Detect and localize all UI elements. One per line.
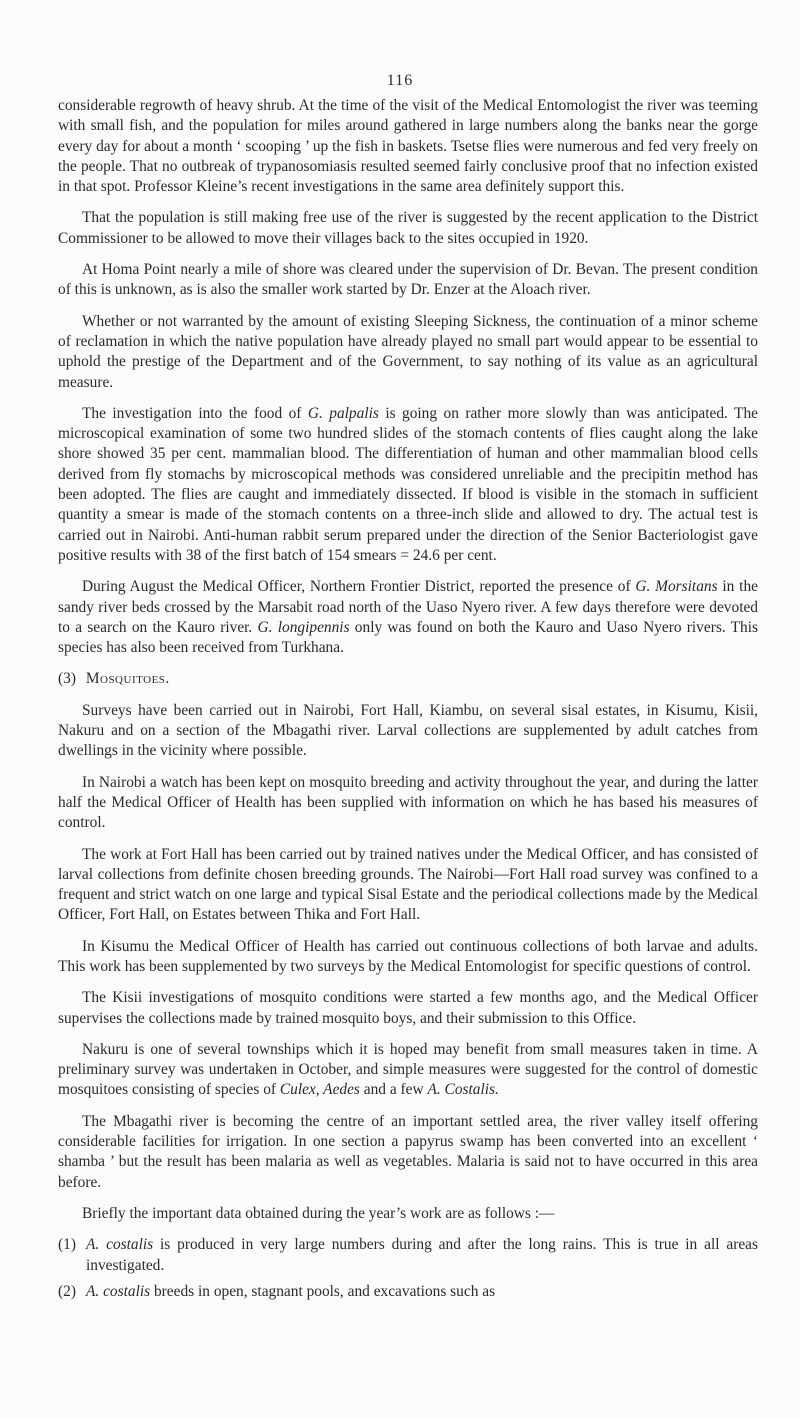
page-body bbox=[58, 96, 758, 1308]
section-title: Mosquitoes. bbox=[85, 670, 170, 688]
paragraph: In Nairobi a watch has been kept on mosquito breeding and activity throughout the year, and during the latter half the Medical Officer of Health has been supplied with information on which he has based his measures of control. bbox=[58, 773, 758, 832]
list-item bbox=[58, 1282, 758, 1302]
list-item bbox=[58, 1235, 758, 1276]
text-run: The investigation into the food of bbox=[82, 404, 308, 422]
paragraph-food-investigation bbox=[58, 404, 758, 566]
text-run: is going on rather more slowly than was anticipated. The microscopical examination of some two hundred slides of the stomach contents of flies caught along the lake shore showed 35 per cent. mammalian blood. The differentiation of human and other mammalian blood cells derived from fly stomachs by microscopical methods was considered unreliable and the precipitin method has been adopted. The flies are caught and immediately dissected. If blood is visible in the stomach in sufficient quantity a smear is made of the stomach contents on a three-inch slide and allowed to dry. The actual test is carried out in Nairobi. Anti-human rabbit serum prepared under the direction of the Senior Bacteriologist gave positive results with 38 of the first batch of 154 smears = 24.6 per cent. bbox=[58, 404, 758, 564]
species-name: G. longipennis bbox=[257, 618, 350, 636]
paragraph-summary-intro: Briefly the important data obtained during the year’s work are as follows :— bbox=[82, 1204, 555, 1222]
paragraph: The Kisii investigations of mosquito conditions were started a few months ago, and the Medical Officer supervises the collections made by trained mosquito boys, and their submission to this Office. bbox=[58, 989, 758, 1027]
paragraph-northern-frontier bbox=[58, 577, 758, 658]
paragraph-continuation: considerable regrowth of heavy shrub. At the time of the visit of the Medical Entomologist the river was teeming with small fish, and the population for miles around gathered in large numbers along the banks near the gorge every day for about a month ‘ scooping ’ up the fish in baskets. Tsetse flies were numerous and fed very freely on the people. That no outbreak of trypanosomiasis resulted seemed fairly conclusive proof that no infection existed in that spot. Professor Kleine’s recent investigations in the same area definitely support this. bbox=[58, 97, 758, 196]
species-name: Culex, Aedes bbox=[279, 1081, 360, 1099]
text-run: in the sandy river beds crossed by the Marsabit road north of the Uaso Nyero river. A few days therefore were devoted to a search on the Kauro river. bbox=[58, 578, 758, 636]
paragraph: At Homa Point nearly a mile of shore was cleared under the supervision of Dr. Bevan. The present condition of this is unknown, as is also the smaller work started by Dr. Enzer at the Aloach river. bbox=[58, 261, 758, 299]
paragraph-mbagathi: The Mbagathi river is becoming the centre of an important settled area, the river valley itself offering considerable facilities for irrigation. In one section a papyrus swamp has been converted into an excellent ‘ shamba ’ but the result has been malaria as well as vegetables. Malaria is said not to have occurred in this area before. bbox=[58, 1112, 758, 1191]
species-name: A. costalis bbox=[86, 1236, 154, 1254]
text-run: breeds in open, stagnant pools, and excavations such as bbox=[150, 1282, 496, 1300]
paragraph-nakuru bbox=[58, 1040, 758, 1101]
list-marker: (2) bbox=[58, 1282, 76, 1300]
paragraph: That the population is still making free use of the river is suggested by the recent application to the District Commissioner to be allowed to move their villages back to the sites occupied in 1920. bbox=[58, 209, 758, 247]
text-run: During August the Medical Officer, Northern Frontier District, reported the presence of bbox=[82, 578, 636, 596]
paragraph: The work at Fort Hall has been carried out by trained natives under the Medical Officer, and has consisted of larval collections from definite chosen breeding grounds. The Nairobi—Fort Hall road survey was confined to a frequent and strict watch on one large and typical Sisal Estate and the periodical collections made by the Medical Officer, Fort Hall, on Estates between Thika and Fort Hall. bbox=[58, 845, 758, 924]
species-name: G. palpalis bbox=[307, 404, 379, 422]
list-marker: (1) bbox=[58, 1236, 76, 1254]
list-text bbox=[86, 1235, 758, 1276]
section-number: (3) bbox=[58, 670, 76, 688]
text-run: Nakuru is one of several townships which it is hoped may benefit from small measures taken in time. A preliminary survey was undertaken in October, and simple measures were suggested for the control of domestic mosquitoes consisting of species of bbox=[58, 1040, 758, 1099]
list-text bbox=[86, 1282, 758, 1302]
paragraph: Whether or not warranted by the amount of existing Sleeping Sickness, the continuation of a minor scheme of reclamation in which the native population have already played no small part would appear to be essential to uphold the prestige of the Department and of the Government, to say nothing of its value as an agricultural measure. bbox=[58, 312, 758, 391]
section-heading bbox=[58, 669, 758, 689]
species-name: G. Morsitans bbox=[635, 578, 718, 596]
text-run: and a few bbox=[359, 1081, 428, 1099]
text-run: is produced in very large numbers during and after the long rains. This is true in all areas investigated. bbox=[86, 1236, 758, 1274]
paragraph: Surveys have been carried out in Nairobi, Fort Hall, Kiambu, on several sisal estates, in Kisumu, Kisii, Nakuru and on a section of the Mbagathi river. Larval collections are supplemented by adult catches from dwellings in the vicinity where possible. bbox=[58, 701, 758, 760]
species-name: A. Costalis. bbox=[427, 1081, 499, 1099]
page-number: 116 bbox=[386, 72, 414, 89]
species-name: A. costalis bbox=[86, 1282, 151, 1300]
paragraph: In Kisumu the Medical Officer of Health has carried out continuous collections of both larvae and adults. This work has been supplemented by two surveys by the Medical Entomologist for specific questions of control. bbox=[58, 937, 758, 975]
text-run: only was found on both the Kauro and Uaso Nyero rivers. This species has also been received from Turkhana. bbox=[58, 618, 758, 657]
